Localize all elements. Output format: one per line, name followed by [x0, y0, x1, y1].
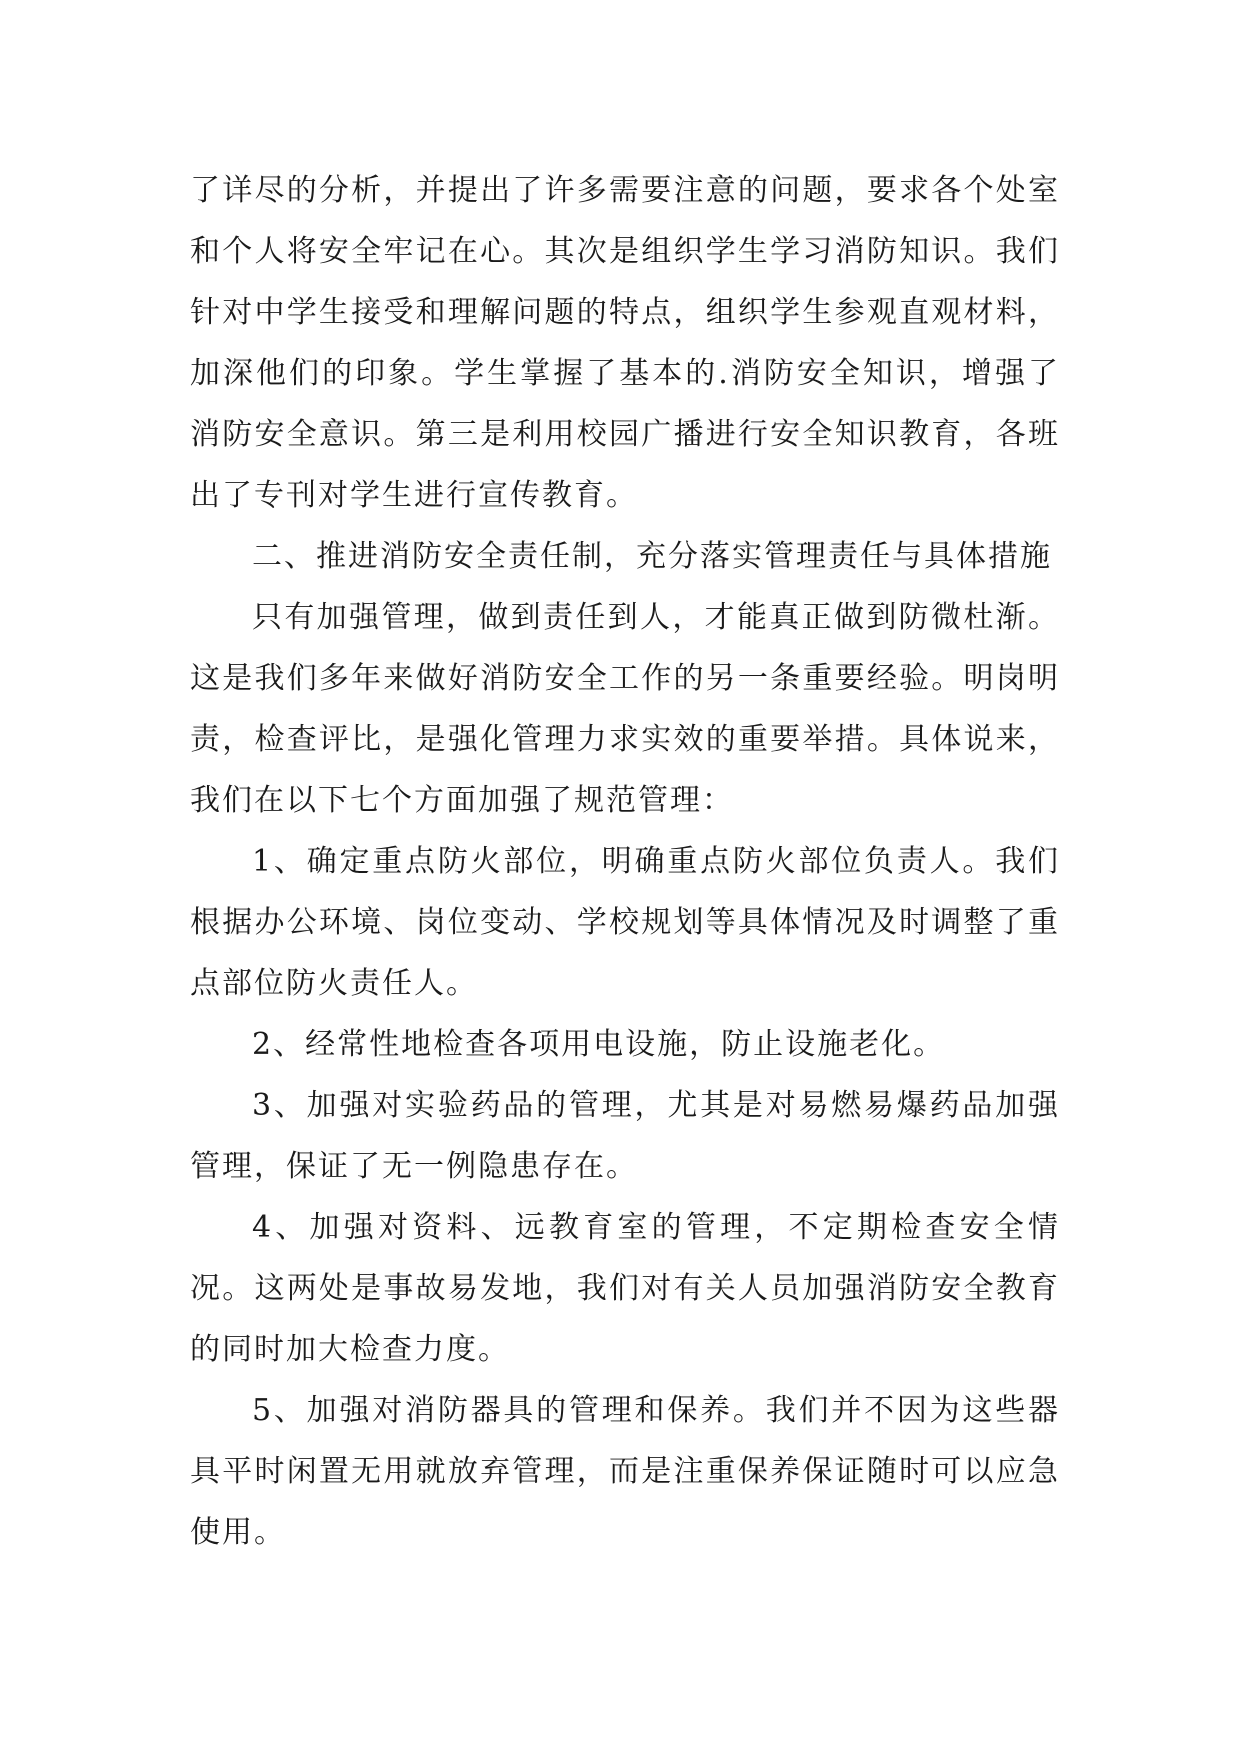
list-item-4: 4、加强对资料、远教育室的管理，不定期检查安全情况。这两处是事故易发地，我们对有关人员加强消防安全教育的同时加大检查力度。	[190, 1210, 1060, 1367]
paragraph-1: 了详尽的分析，并提出了许多需要注意的问题，要求各个处室和个人将安全牢记在心。其次是组织学生学习消防知识。我们针对中学生接受和理解问题的特点，组织学生参观直观材料，加深他们的印象。学生掌握了基本的.消防安全知识，增强了消防安全意识。第三是利用校园广播进行安全知识教育，各班出了专刊对学生进行宣传教育。	[190, 173, 1060, 513]
document-body	[190, 160, 1060, 1563]
list-item-5: 5、加强对消防器具的管理和保养。我们并不因为这些器具平时闲置无用就放弃管理，而是注重保养保证随时可以应急使用。	[190, 1393, 1060, 1550]
list-item-2: 2、经常性地检查各项用电设施，防止设施老化。	[252, 1027, 946, 1062]
list-item-1: 1、确定重点防火部位，明确重点防火部位负责人。我们根据办公环境、岗位变动、学校规划等具体情况及时调整了重点部位防火责任人。	[190, 844, 1060, 1001]
section-heading-2: 二、推进消防安全责任制，充分落实管理责任与具体措施	[252, 539, 1052, 574]
list-item-3: 3、加强对实验药品的管理，尤其是对易燃易爆药品加强管理，保证了无一例隐患存在。	[190, 1088, 1060, 1184]
paragraph-3: 只有加强管理，做到责任到人，才能真正做到防微杜渐。这是我们多年来做好消防安全工作的另一条重要经验。明岗明责，检查评比，是强化管理力求实效的重要举措。具体说来，我们在以下七个方面加强了规范管理：	[190, 600, 1060, 818]
